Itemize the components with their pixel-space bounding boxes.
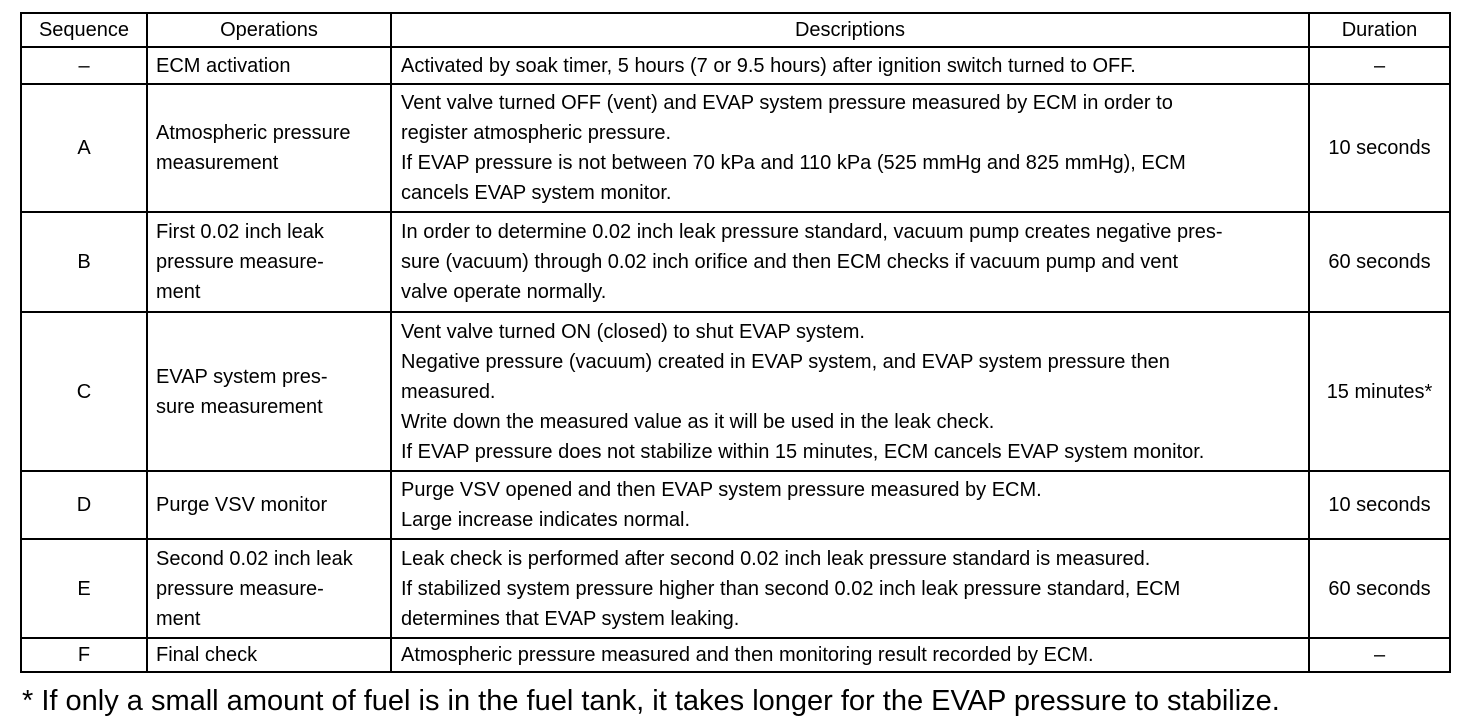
description-cell [391, 47, 1309, 84]
table-row [21, 312, 1450, 471]
table-row [21, 47, 1450, 84]
description-cell [391, 471, 1309, 539]
description-line: Purge VSV opened and then EVAP system pressure measured by ECM. [401, 479, 1042, 501]
table-row [21, 212, 1450, 312]
table-row [21, 539, 1450, 638]
operation-cell [147, 471, 391, 539]
description-line: register atmospheric pressure. [401, 122, 672, 144]
sequence-cell: B [21, 212, 147, 312]
sequence-cell: E [21, 539, 147, 638]
operation-line: sure measurement [156, 395, 323, 418]
sequence-cell: – [21, 47, 147, 84]
operation-line: pressure measure- [156, 251, 324, 273]
operation-line: pressure measure- [156, 577, 324, 600]
description-line: If stabilized system pressure higher than second 0.02 inch leak pressure standard, ECM [401, 577, 1181, 600]
header-sequence: Sequence [21, 13, 147, 47]
sequence-cell: F [21, 638, 147, 672]
table-row [21, 638, 1450, 672]
description-line: Leak check is performed after second 0.02 inch leak pressure standard is measured. [401, 547, 1151, 570]
operation-line: ECM activation [156, 54, 291, 77]
operation-cell [147, 47, 391, 84]
duration-cell: – [1309, 638, 1450, 672]
duration-cell: 10 seconds [1309, 84, 1450, 212]
description-line: In order to determine 0.02 inch leak pressure standard, vacuum pump creates negative pres- [401, 221, 1223, 243]
table-row [21, 84, 1450, 212]
duration-cell: 60 seconds [1309, 212, 1450, 312]
description-line: If EVAP pressure is not between 70 kPa and 110 kPa (525 mmHg and 825 mmHg), ECM [401, 152, 1186, 174]
operation-line: First 0.02 inch leak [156, 221, 324, 243]
description-line: Vent valve turned ON (closed) to shut EVAP system. [401, 320, 865, 343]
description-cell [391, 539, 1309, 638]
description-cell [391, 212, 1309, 312]
description-line: Activated by soak timer, 5 hours (7 or 9.5 hours) after ignition switch turned to OFF. [401, 54, 1136, 77]
operation-line: Atmospheric pressure [156, 122, 351, 144]
operation-line: ment [156, 281, 201, 303]
sequence-cell: A [21, 84, 147, 212]
description-line: determines that EVAP system leaking. [401, 607, 740, 630]
operation-line: EVAP system pres- [156, 365, 328, 388]
table-header-row [21, 13, 1450, 47]
operation-cell [147, 84, 391, 212]
description-line: Negative pressure (vacuum) created in EVAP system, and EVAP system pressure then [401, 350, 1170, 373]
operation-cell [147, 638, 391, 672]
operation-cell [147, 212, 391, 312]
description-cell [391, 84, 1309, 212]
description-line: measured. [401, 380, 496, 403]
table-row [21, 471, 1450, 539]
description-cell [391, 638, 1309, 672]
operation-line: measurement [156, 152, 279, 174]
sequence-cell: D [21, 471, 147, 539]
description-line: Vent valve turned OFF (vent) and EVAP system pressure measured by ECM in order to [401, 92, 1173, 114]
operation-line: Final check [156, 644, 258, 666]
operation-line: Second 0.02 inch leak [156, 547, 353, 570]
description-cell [391, 312, 1309, 471]
header-duration: Duration [1309, 13, 1450, 47]
duration-cell: 15 minutes* [1309, 312, 1450, 471]
description-line: sure (vacuum) through 0.02 inch orifice and then ECM checks if vacuum pump and vent [401, 251, 1179, 273]
evap-monitor-table [20, 12, 1451, 673]
duration-cell: 10 seconds [1309, 471, 1450, 539]
description-line: cancels EVAP system monitor. [401, 182, 672, 204]
operation-line: ment [156, 607, 201, 630]
duration-cell: – [1309, 47, 1450, 84]
description-line: Atmospheric pressure measured and then monitoring result recorded by ECM. [401, 644, 1094, 666]
operation-cell [147, 312, 391, 471]
footnote: * If only a small amount of fuel is in the fuel tank, it takes longer for the EVAP pressure to stabilize. [22, 685, 1280, 717]
operation-line: Purge VSV monitor [156, 494, 328, 516]
sequence-cell: C [21, 312, 147, 471]
operation-cell [147, 539, 391, 638]
description-line: Write down the measured value as it will be used in the leak check. [401, 410, 995, 433]
description-line: If EVAP pressure does not stabilize within 15 minutes, ECM cancels EVAP system monitor. [401, 440, 1205, 463]
header-descriptions: Descriptions [391, 13, 1309, 47]
description-line: Large increase indicates normal. [401, 509, 691, 531]
duration-cell: 60 seconds [1309, 539, 1450, 638]
header-operations: Operations [147, 13, 391, 47]
description-line: valve operate normally. [401, 281, 607, 303]
